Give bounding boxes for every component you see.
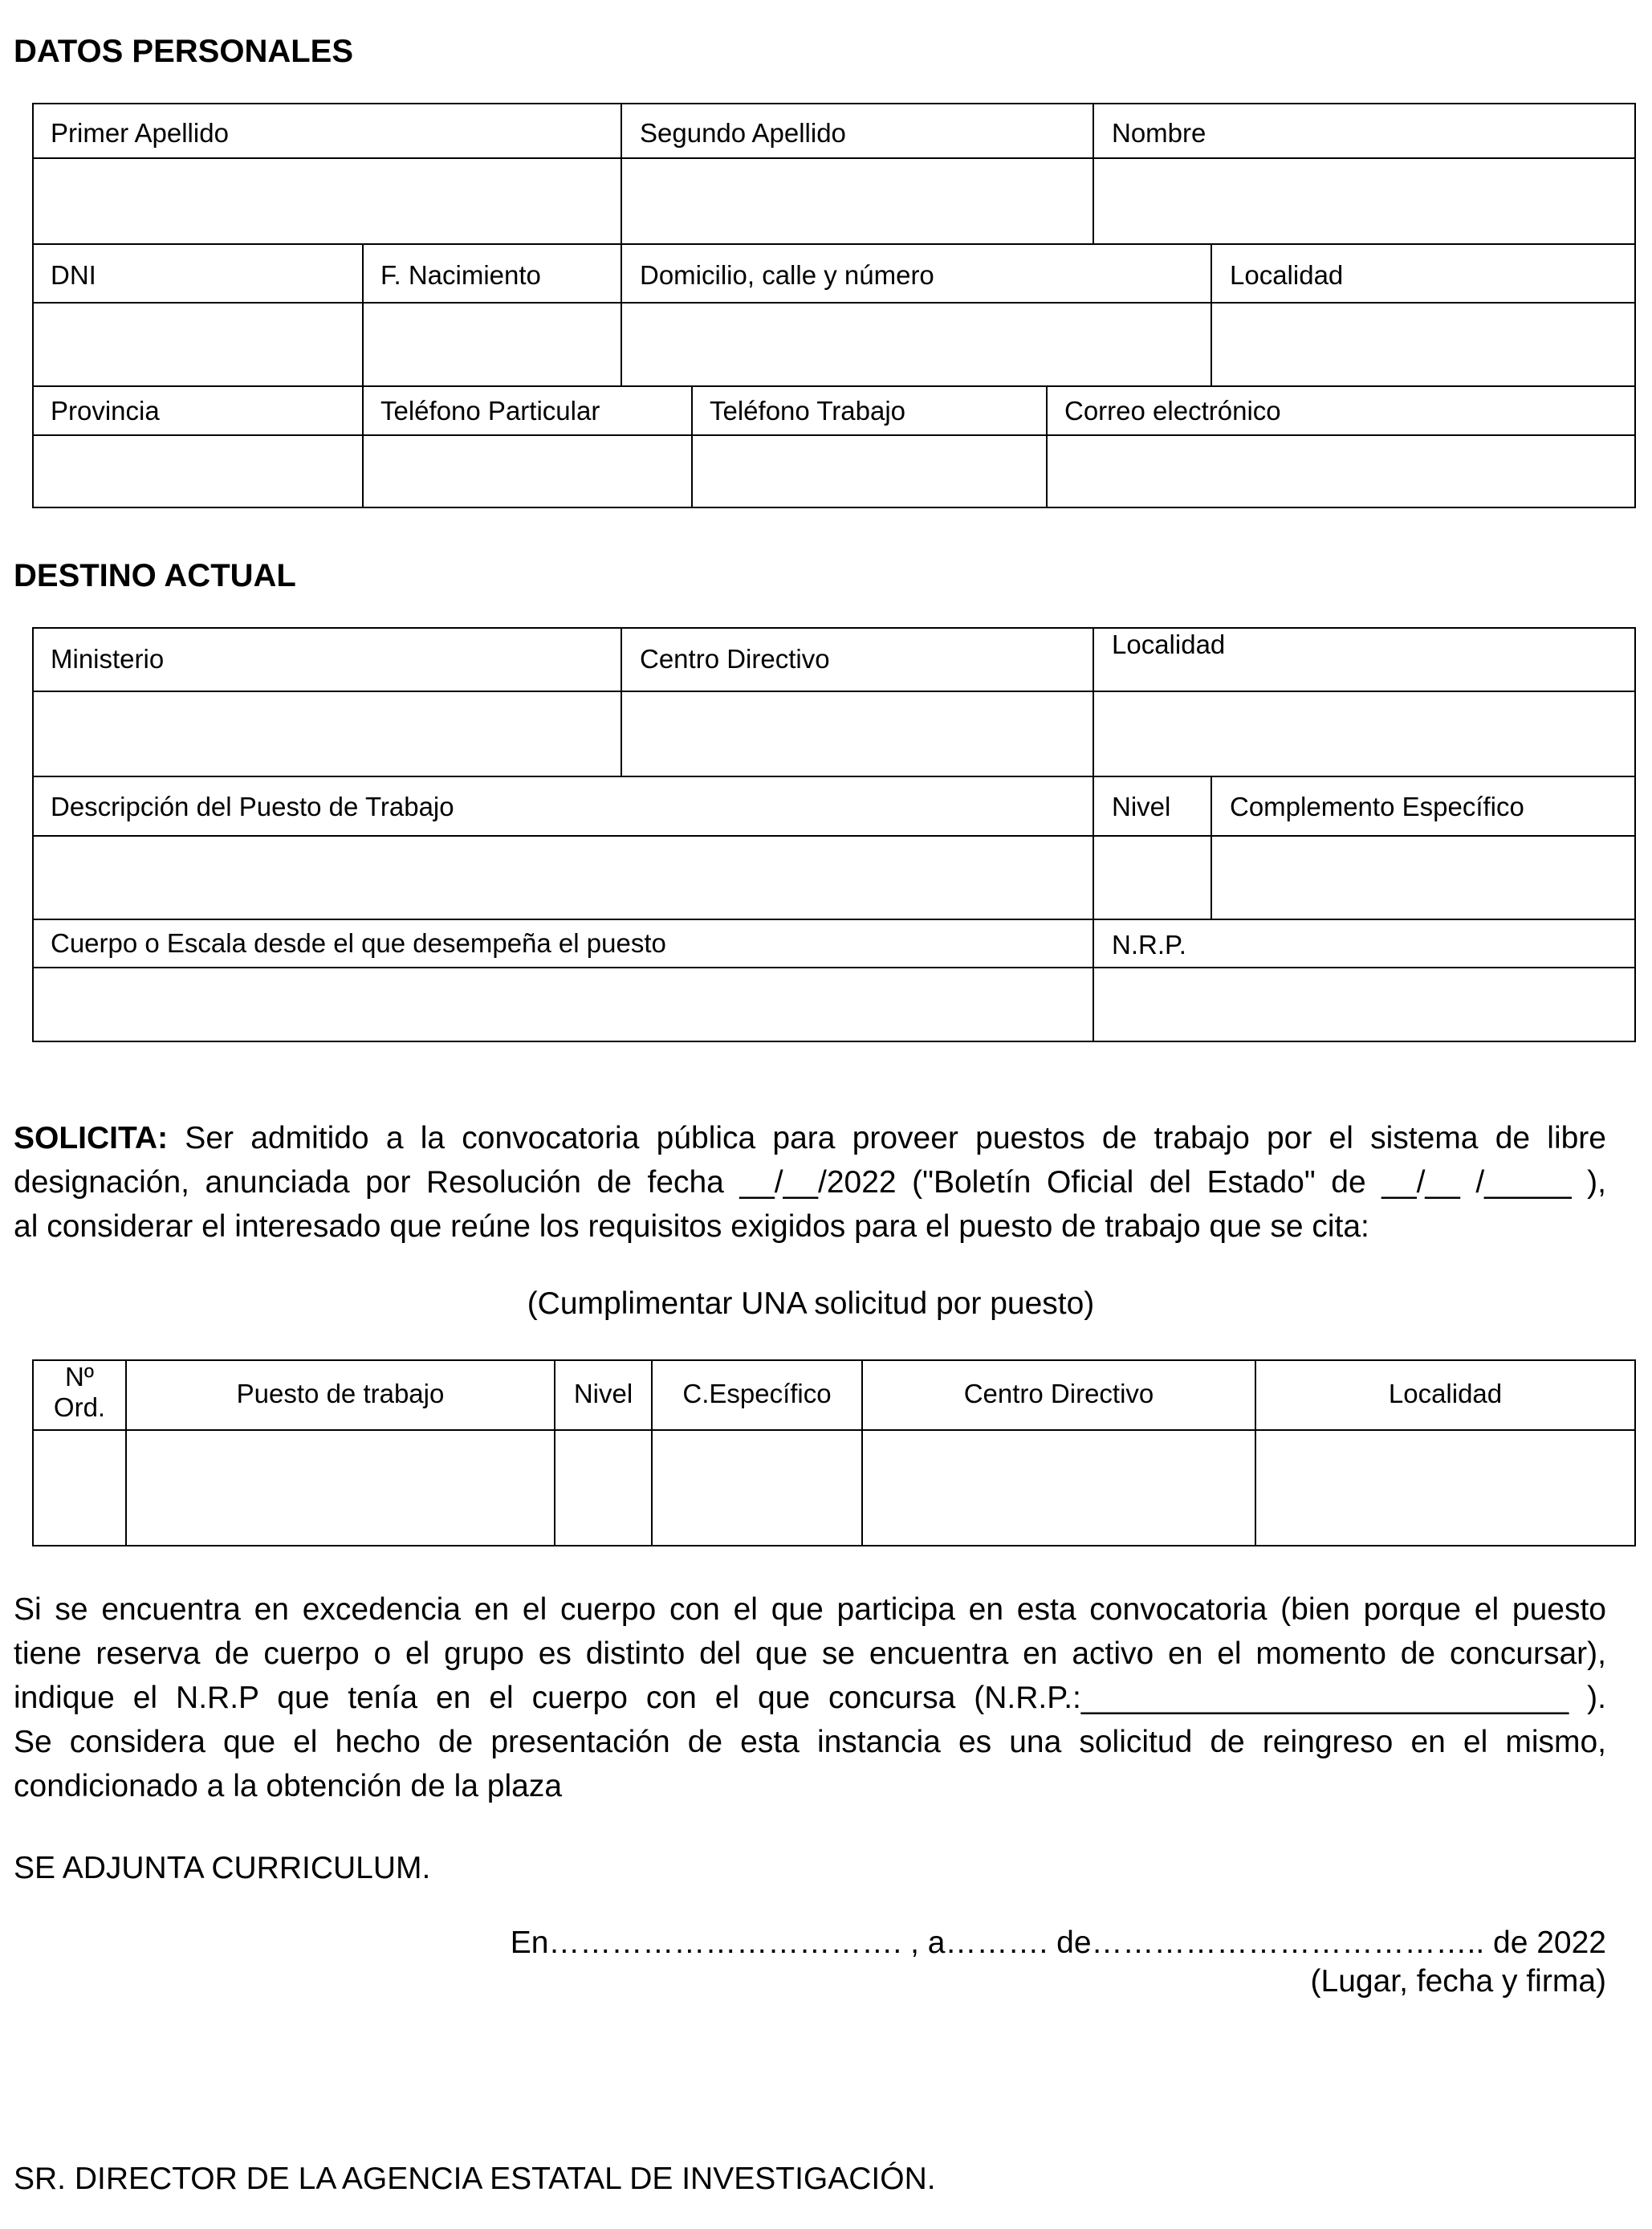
solicita-line-3: al considerar el interesado que reúne los requisitos exigidos para el puesto de trabajo que se cita: [14,1209,1369,1244]
label-provincia: Provincia [51,396,160,426]
field-f-nacimiento[interactable] [364,304,619,384]
firma-caption: (Lugar, fecha y firma) [1310,1964,1606,1999]
label-correo: Correo electrónico [1064,396,1281,426]
label-f-nacimiento: F. Nacimiento [380,260,541,290]
label-cuerpo-escala: Cuerpo o Escala desde el que desempeña el puesto [51,928,666,958]
field-centro-directivo[interactable] [622,692,1091,774]
excedencia-line-4: Se considera que el hecho de presentación de esta instancia es una solicitud de reingreso en el mismo, [14,1725,1606,1759]
field-num-ord[interactable] [34,1431,125,1545]
header-puesto: Puesto de trabajo [236,1379,445,1408]
field-correo[interactable] [1048,436,1634,507]
label-telefono-trabajo: Teléfono Trabajo [710,396,906,426]
section-title-destino: DESTINO ACTUAL [14,558,296,593]
field-telefono-particular[interactable] [364,436,690,507]
label-nivel: Nivel [1112,792,1171,821]
field-nivel[interactable] [1094,837,1209,917]
field-segundo-apellido[interactable] [622,159,1091,242]
field-telefono-trabajo[interactable] [693,436,1044,507]
field-provincia[interactable] [34,436,360,507]
solicita-label: SOLICITA: [14,1121,169,1155]
field-ministerio[interactable] [34,692,619,774]
header-c-especifico: C.Específico [682,1379,832,1408]
label-nrp: N.R.P. [1112,930,1186,960]
destinatario: SR. DIRECTOR DE LA AGENCIA ESTATAL DE INVESTIGACIÓN. [14,2162,936,2196]
label-localidad: Localidad [1230,260,1344,290]
field-primer-apellido[interactable] [34,159,619,242]
header-num-ord: Nº Ord. [53,1362,106,1422]
field-descripcion-puesto[interactable] [34,837,1091,917]
excedencia-line-3: indique el N.R.P que tenía en el cuerpo con el que concursa (N.R.P.:____________________________ ). [14,1681,1606,1715]
field-cuerpo-escala[interactable] [34,968,1091,1041]
label-domicilio: Domicilio, calle y número [640,260,934,290]
field-dni[interactable] [34,304,360,384]
solicita-line-2: designación, anunciada por Resolución de fecha __/__/2022 ("Boletín Oficial del Estado" de __/__ /_____ ), [14,1165,1606,1200]
label-descripcion-puesto: Descripción del Puesto de Trabajo [51,792,454,821]
field-puesto[interactable] [127,1431,554,1545]
section-title-personal: DATOS PERSONALES [14,34,354,69]
header-nivel: Nivel [573,1379,633,1408]
label-telefono-particular: Teléfono Particular [380,396,600,426]
field-nrp[interactable] [1094,968,1634,1041]
label-dni: DNI [51,260,96,290]
field-localidad[interactable] [1212,304,1634,384]
header-centro-directivo: Centro Directivo [963,1379,1154,1408]
field-localidad-destino[interactable] [1094,692,1634,774]
field-domicilio[interactable] [622,304,1209,384]
row-divider [32,776,1636,777]
excedencia-line-2: tiene reserva de cuerpo o el grupo es distinto del que se encuentra en activo en el momento de concursar), [14,1636,1606,1671]
field-complemento[interactable] [1212,837,1634,917]
label-segundo-apellido: Segundo Apellido [640,118,846,148]
label-ministerio: Ministerio [51,644,165,674]
field-nombre[interactable] [1094,159,1634,242]
field-puesto-nivel[interactable] [555,1431,651,1545]
solicita-line-1: Ser admitido a la convocatoria pública para proveer puestos de trabajo por el sistema de libre [168,1121,1606,1155]
label-primer-apellido: Primer Apellido [51,118,229,148]
firma-line: En……………………………. , a………. de……………………………….. de 2022 [510,1925,1606,1960]
field-c-especifico[interactable] [653,1431,861,1545]
excedencia-line-1: Si se encuentra en excedencia en el cuerpo con el que participa en esta convocatoria (bien porque el puesto [14,1592,1606,1627]
row-divider [32,385,1636,387]
solicita-note: (Cumplimentar UNA solicitud por puesto) [527,1286,1095,1321]
row-divider [32,919,1636,920]
label-complemento: Complemento Específico [1230,792,1524,821]
excedencia-line-5: condicionado a la obtención de la plaza [14,1769,563,1803]
field-puesto-localidad[interactable] [1256,1431,1634,1545]
label-nombre: Nombre [1112,118,1206,148]
excedencia-paragraph [14,1587,1606,1808]
field-puesto-centro[interactable] [863,1431,1255,1545]
label-localidad-destino: Localidad [1112,630,1226,659]
header-localidad: Localidad [1388,1379,1503,1408]
adjunta-curriculum: SE ADJUNTA CURRICULUM. [14,1851,431,1885]
solicita-paragraph [14,1116,1606,1249]
row-divider [32,243,1636,245]
label-centro-directivo: Centro Directivo [640,644,830,674]
